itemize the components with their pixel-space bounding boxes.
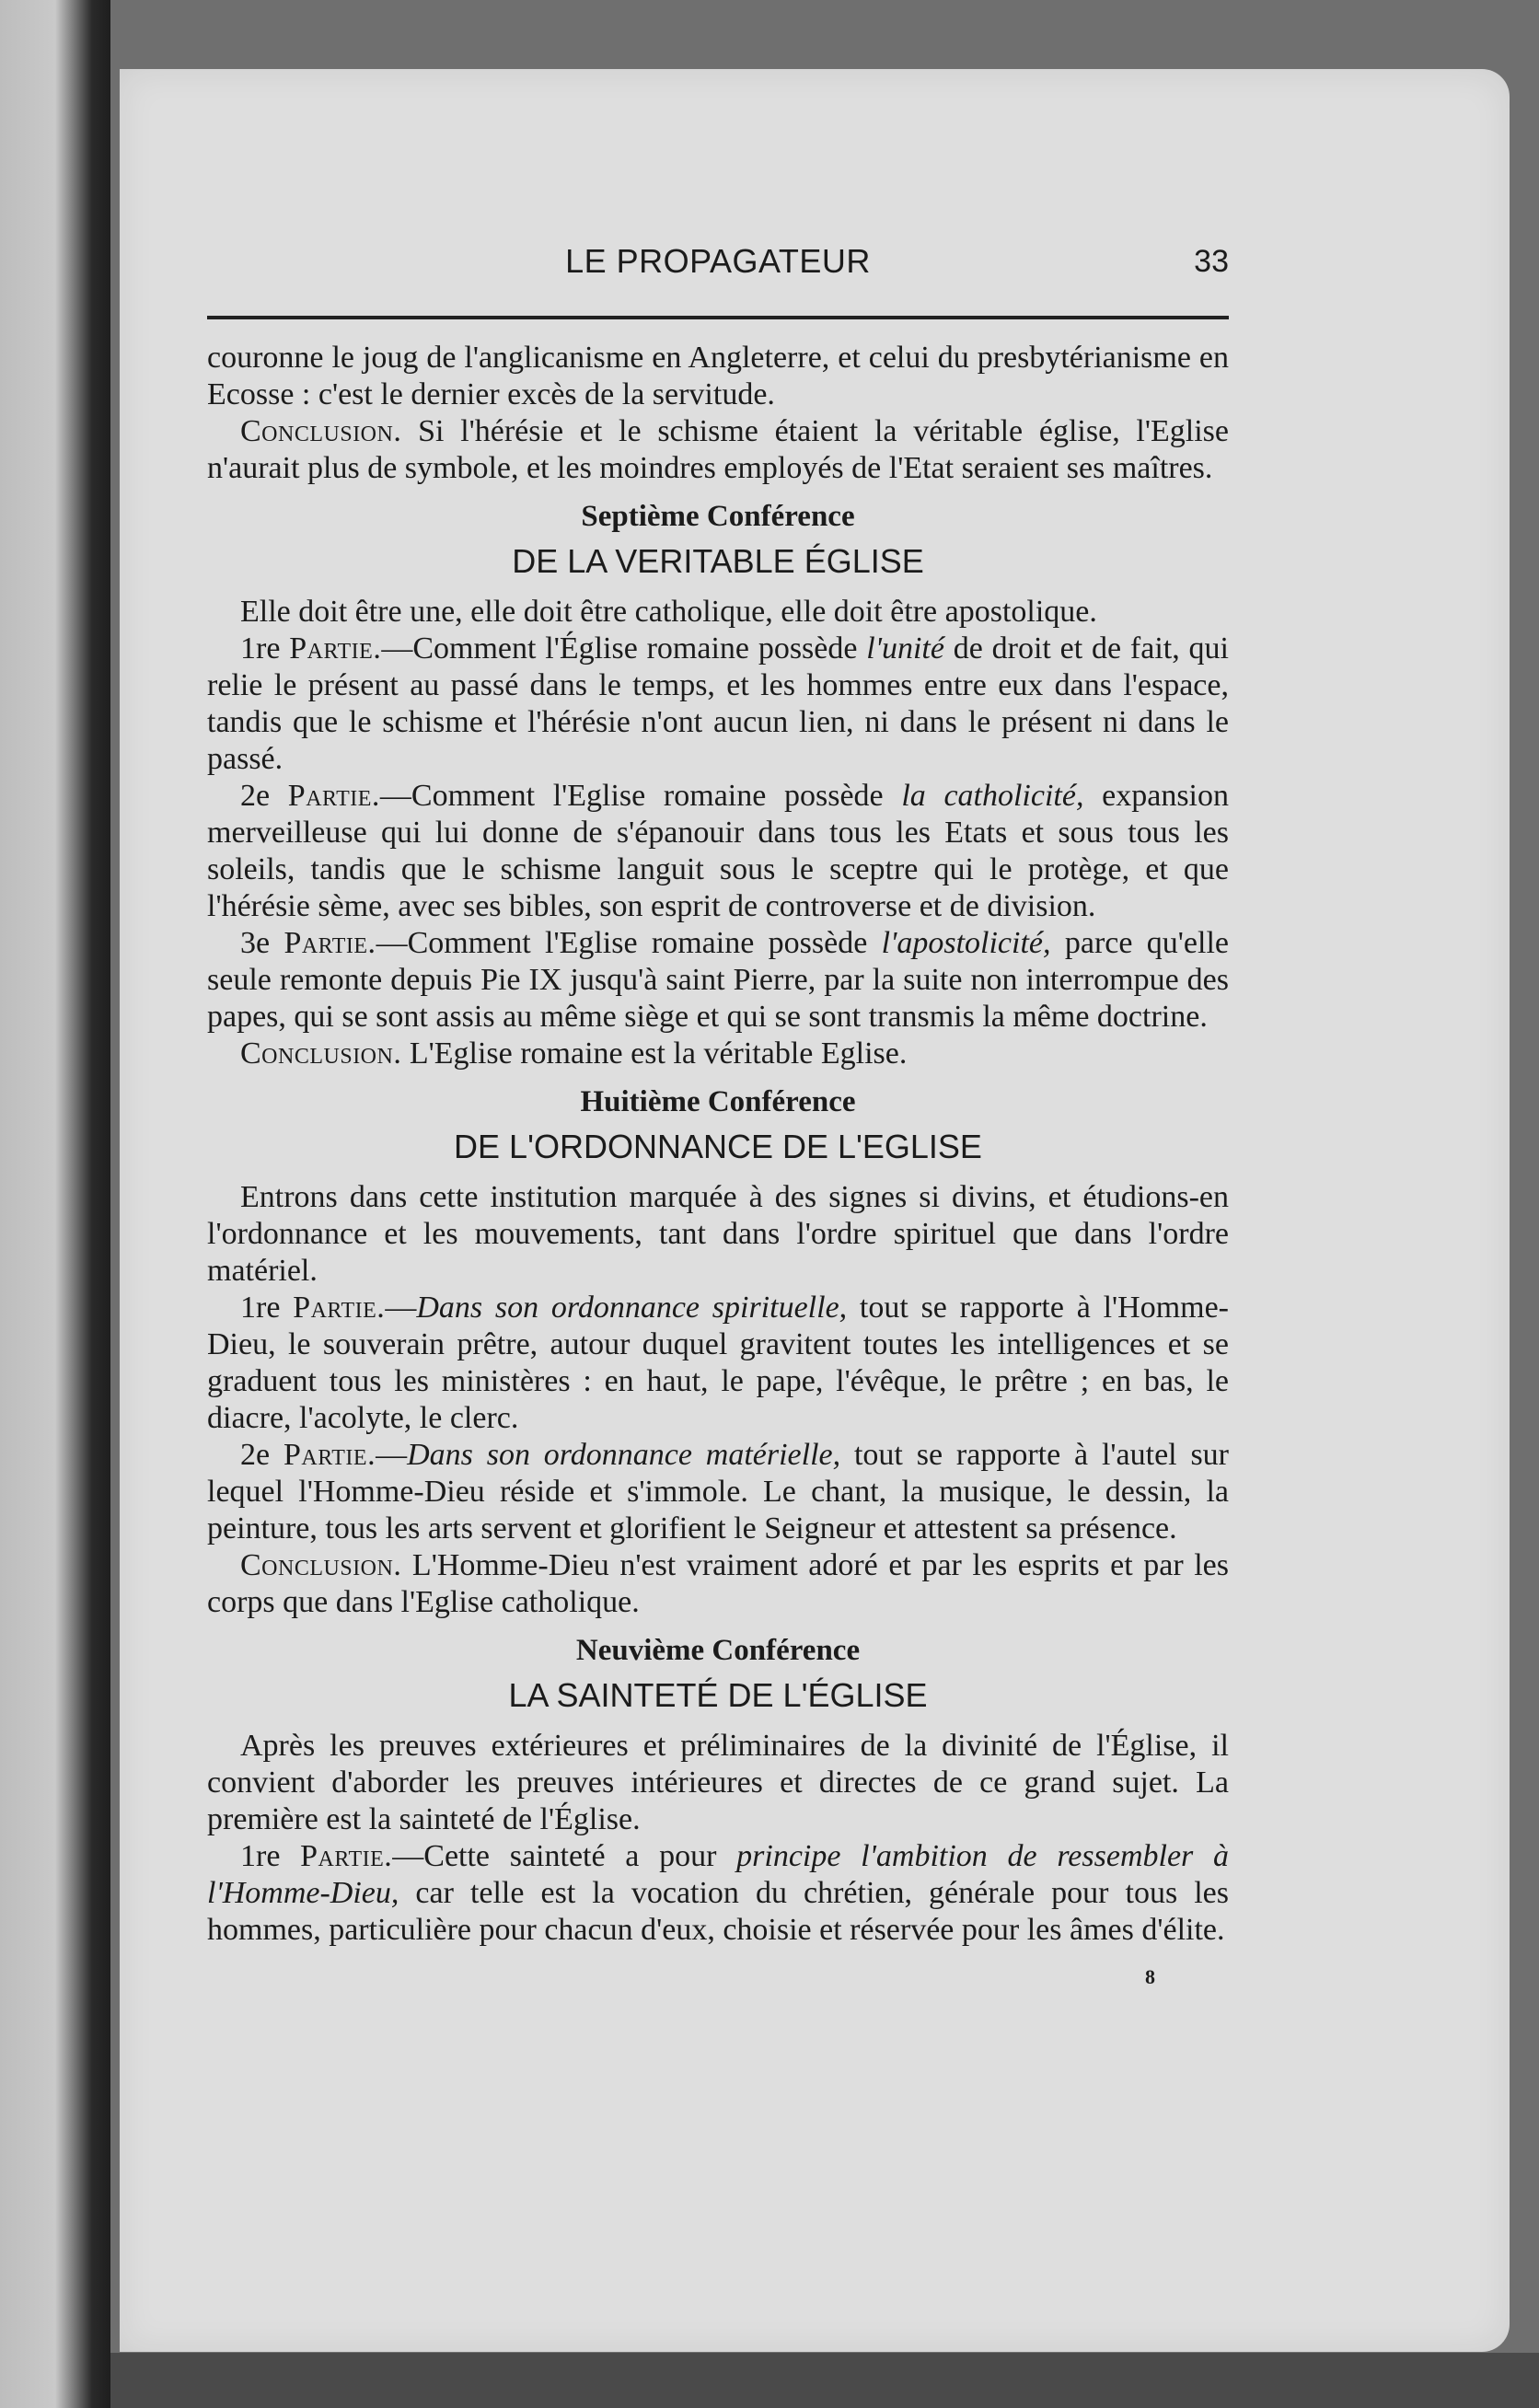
page-number: 33 xyxy=(1194,244,1229,279)
conference-8-conclusion xyxy=(207,1547,1229,1621)
conclusion-label: Conclusion. xyxy=(240,1548,402,1582)
part-label: Partie. xyxy=(293,1291,386,1325)
conference-9-heading: Neuvième Conférence xyxy=(575,1634,861,1667)
part-number: 1re xyxy=(240,1291,294,1325)
part-text: tout se rapporte à l'Homme-Dieu, le souverain prêtre, autour duquel gravitent toutes les intelligences et se graduent tous les ministères : en haut, le pape, l'évêque, le prêtre ; en bas, le diacre, l'acolyte, le clerc. xyxy=(207,1291,1229,1435)
intro-conclusion xyxy=(207,413,1229,487)
conclusion-text: L'Homme-Dieu n'est vraiment adoré et par les esprits et par les corps que dans l'Eglise catholique. xyxy=(207,1548,1229,1619)
part-label: Partie. xyxy=(283,1438,376,1472)
part-text: —Comment l'Église romaine possède xyxy=(381,631,867,666)
conference-9-part-1 xyxy=(207,1838,1229,1949)
part-emphasis: principe l'ambition de ressembler à l'Homme-Dieu, xyxy=(207,1839,1229,1910)
conclusion-label: Conclusion. xyxy=(240,1036,402,1071)
conference-8-heading: Huitième Conférence xyxy=(580,1085,856,1118)
conclusion-text: L'Eglise romaine est la véritable Eglise. xyxy=(401,1036,908,1071)
scan-bottom-edge xyxy=(110,2353,1539,2408)
conclusion-label: Conclusion. xyxy=(240,414,402,448)
part-emphasis: la catholicité, xyxy=(901,779,1084,813)
part-label: Partie. xyxy=(300,1839,393,1873)
part-emphasis: Dans son ordonnance matérielle, xyxy=(407,1438,841,1472)
text-block xyxy=(207,235,1229,1989)
part-label: Partie. xyxy=(289,631,382,666)
part-text: —Cette sainteté a pour xyxy=(392,1839,737,1873)
part-label: Partie. xyxy=(284,926,376,960)
part-number: 2e xyxy=(240,1438,284,1472)
part-text: —Comment l'Eglise romaine possède xyxy=(379,779,902,813)
header-rule xyxy=(207,316,1229,319)
conference-8-part-1 xyxy=(207,1290,1229,1437)
part-emphasis: Dans son ordonnance spirituelle, xyxy=(416,1291,848,1325)
part-number: 3e xyxy=(240,926,284,960)
part-text: expansion merveilleuse qui lui donne de s'épanouir dans tous les Etats et sous tous les soleils, tandis que le schisme languit sous le sceptre qui le protège, et que l'hérésie sème, avec ses bibles, son esprit de controverse et de division. xyxy=(207,779,1230,923)
conclusion-text: Si l'hérésie et le schisme étaient la véritable église, l'Eglise n'aurait plus de symbole, et les moindres employés de l'Etat seraient ses maîtres. xyxy=(207,414,1229,485)
conference-7-part-1 xyxy=(207,631,1229,778)
part-text: car telle est la vocation du chrétien, générale pour tous les hommes, particulière pour chacun d'eux, choisie et réservée pour les âmes d'élite. xyxy=(207,1876,1229,1947)
conference-7-lead: Elle doit être une, elle doit être catholique, elle doit être apostolique. xyxy=(240,595,1097,629)
running-head xyxy=(207,235,1229,290)
scan-binding-edge xyxy=(0,0,110,2408)
intro-paragraph: couronne le joug de l'anglicanisme en Angleterre, et celui du presbytérianisme en Ecosse : c'est le dernier excès de la servitude. xyxy=(207,341,1229,411)
conference-7-conclusion xyxy=(207,1036,1229,1072)
conference-7-subtitle: DE LA VERITABLE ÉGLISE xyxy=(512,542,924,580)
conference-8-lead: Entrons dans cette institution marquée à des signes si divins, et étudions-en l'ordonnance et les mouvements, tant dans l'ordre spirituel que dans l'ordre matériel. xyxy=(207,1180,1229,1288)
part-emphasis: l'apostolicité, xyxy=(881,926,1051,960)
part-dash: — xyxy=(376,1438,408,1472)
part-label: Partie. xyxy=(287,779,380,813)
signature-mark: 8 xyxy=(1145,1965,1155,1988)
part-dash: — xyxy=(385,1291,417,1325)
conference-9-subtitle: LA SAINTETÉ DE L'ÉGLISE xyxy=(508,1676,928,1714)
part-text: parce qu'elle seule remonte depuis Pie IX jusqu'à saint Pierre, par la suite non interrompue des papes, qui se sont assis au même siège et qui se sont transmis la même doctrine. xyxy=(207,926,1229,1034)
conference-7-part-2 xyxy=(207,778,1229,925)
part-text: de droit et de fait, qui relie le présent au passé dans le temps, et les hommes entre eux dans l'espace, tandis que le schisme et l'hérésie n'ont aucun lien, ni dans le présent ni dans le passé. xyxy=(207,631,1229,776)
conference-9-lead: Après les preuves extérieures et préliminaires de la divinité de l'Église, il convient d'aborder les preuves intérieures et directes de ce grand sujet. La première est la sainteté de l'Église. xyxy=(207,1729,1229,1836)
part-number: 1re xyxy=(240,631,290,666)
part-text: —Comment l'Eglise romaine possède xyxy=(376,926,882,960)
part-emphasis: l'unité xyxy=(866,631,944,666)
conference-8-subtitle: DE L'ORDONNANCE DE L'EGLISE xyxy=(454,1128,982,1165)
part-number: 2e xyxy=(240,779,288,813)
conference-7-part-3 xyxy=(207,925,1229,1036)
conference-7-heading: Septième Conférence xyxy=(581,500,855,533)
part-text: tout se rapporte à l'autel sur lequel l'Homme-Dieu réside et s'immole. Le chant, la musique, le dessin, la peinture, tous les arts servent et glorifient le Seigneur et attestent sa présence. xyxy=(207,1438,1230,1546)
part-number: 1re xyxy=(240,1839,301,1873)
conference-8-part-2 xyxy=(207,1437,1229,1547)
running-title: LE PROPAGATEUR xyxy=(565,242,871,280)
